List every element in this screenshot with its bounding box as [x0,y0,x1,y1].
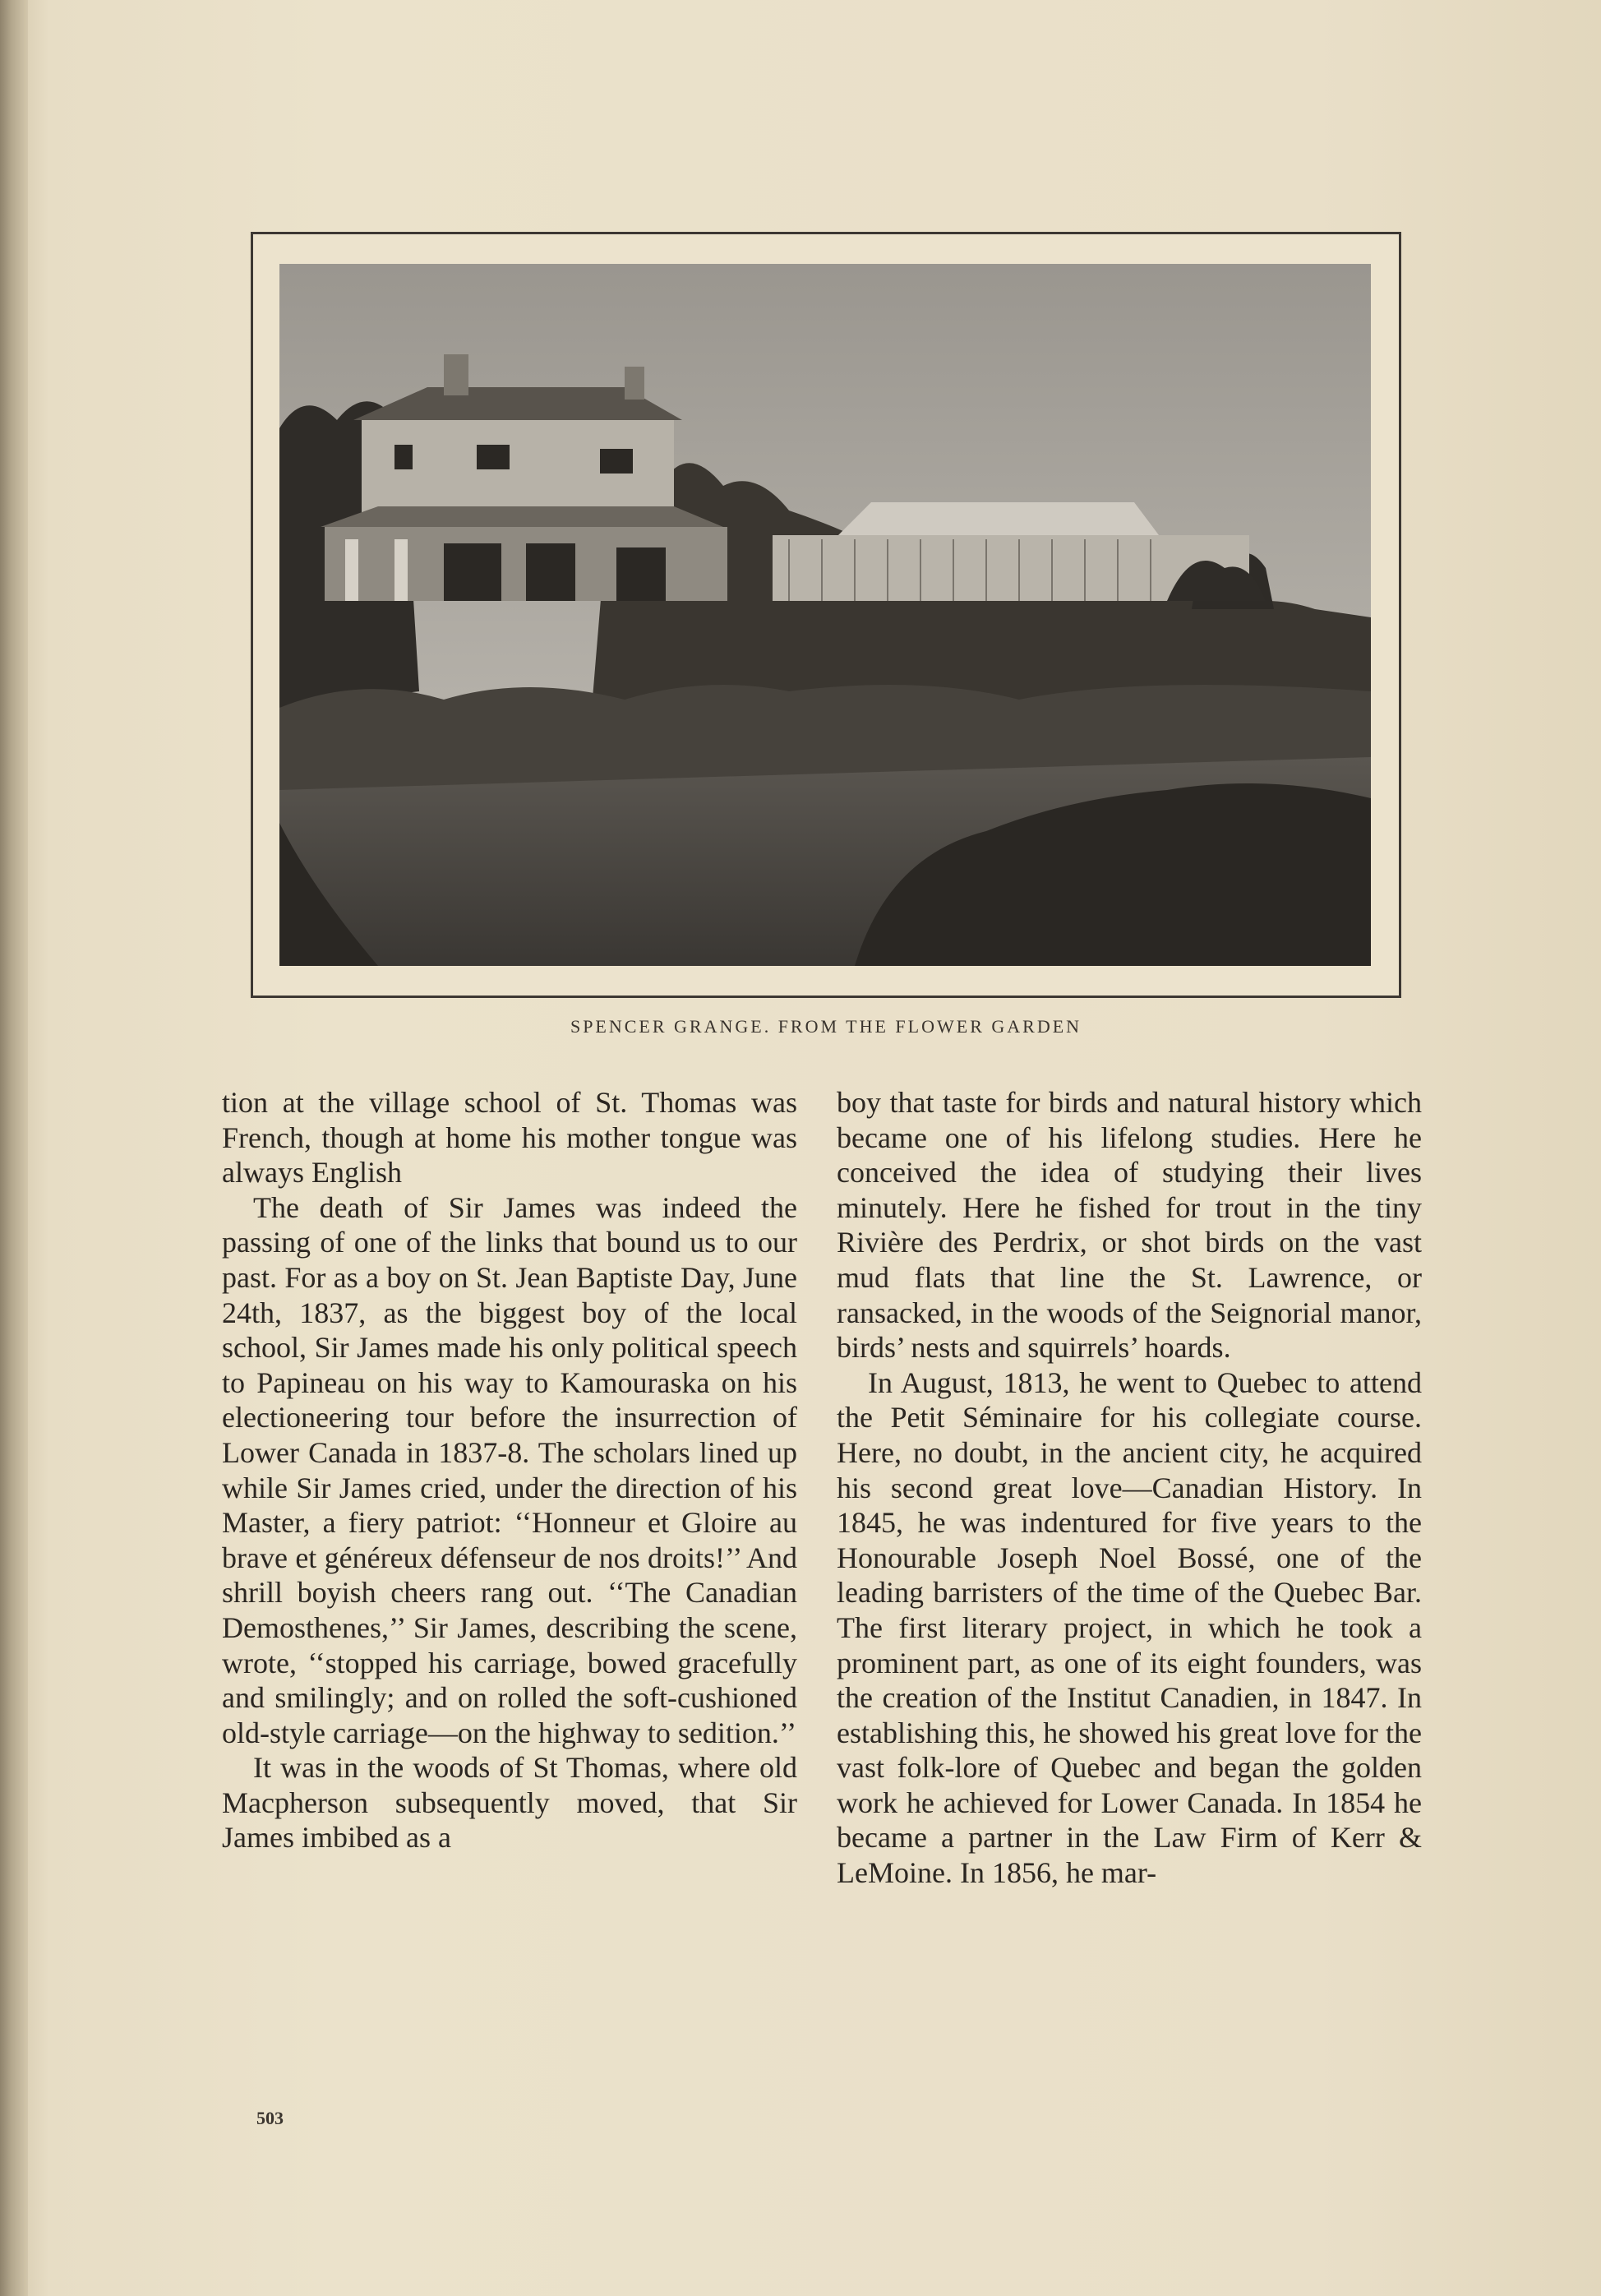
paragraph: The death of Sir James was indeed the passing of one of the links that bound us to our past. For as a boy on St. Jean Baptiste Day, June 24th, 1837, as the biggest boy of the local school, Sir James made his only political speech to Papineau on his way to Kamouraska on his electioneering tour before the insurrection of Lower Canada in 1837-8. The scholars lined up while Sir James cried, under the direction of his Master, a fiery patriot: ‘‘Honneur et Gloire au brave et généreux défenseur de nos droits!’’ And shrill boyish cheers rang out. ‘‘The Canadian Demosthenes,’’ Sir James, describing the scene, wrote, ‘‘stopped his carriage, bowed gracefully and smilingly; and on rolled the soft-cushioned old-style carriage—on the highway to sedition.’’ [222,1190,797,1749]
paragraph: boy that taste for birds and natural history which became one of his lifelong studies. Here he conceived the idea of studying their lives minutely. Here he fished for trout in the tiny Rivière des Perdrix, or shot birds on the vast mud flats that line the St. Lawrence, or ransacked, in the woods of the Seignorial manor, birds’ nests and squirrels’ hoards. [837,1086,1422,1365]
figure-caption: SPENCER GRANGE. FROM THE FLOWER GARDEN [570,1016,1082,1037]
photo-frame [251,232,1401,998]
text-column-left [222,1085,797,1855]
page-number: 503 [256,2108,284,2128]
page-binding-edge [0,0,28,2296]
text-column-right [837,1085,1422,1891]
paragraph: In August, 1813, he went to Quebec to attend the Petit Séminaire for his collegiate course. Here, no doubt, in the ancient city, he acquired his second great love—Canadian History. In 1845, he was indentured for five years to the Honourable Joseph Noel Bossé, one of the leading barristers of the time of the Quebec Bar. The first literary project, in which he took a prominent part, as one of its eight founders, was the creation of the Institut Canadien, in 1847. In establishing this, he showed his great love for the vast folk-lore of Quebec and began the golden work he achieved for Lower Canada. In 1854 he became a partner in the Law Firm of Kerr & LeMoine. In 1856, he mar- [837,1365,1422,1890]
paragraph: It was in the woods of St Thomas, where old Macpherson subsequently moved, that Sir James imbibed as a [222,1751,797,1855]
house-photograph [279,264,1371,966]
paragraph: tion at the village school of St. Thomas was French, though at home his mother tongue was always English [222,1086,797,1190]
